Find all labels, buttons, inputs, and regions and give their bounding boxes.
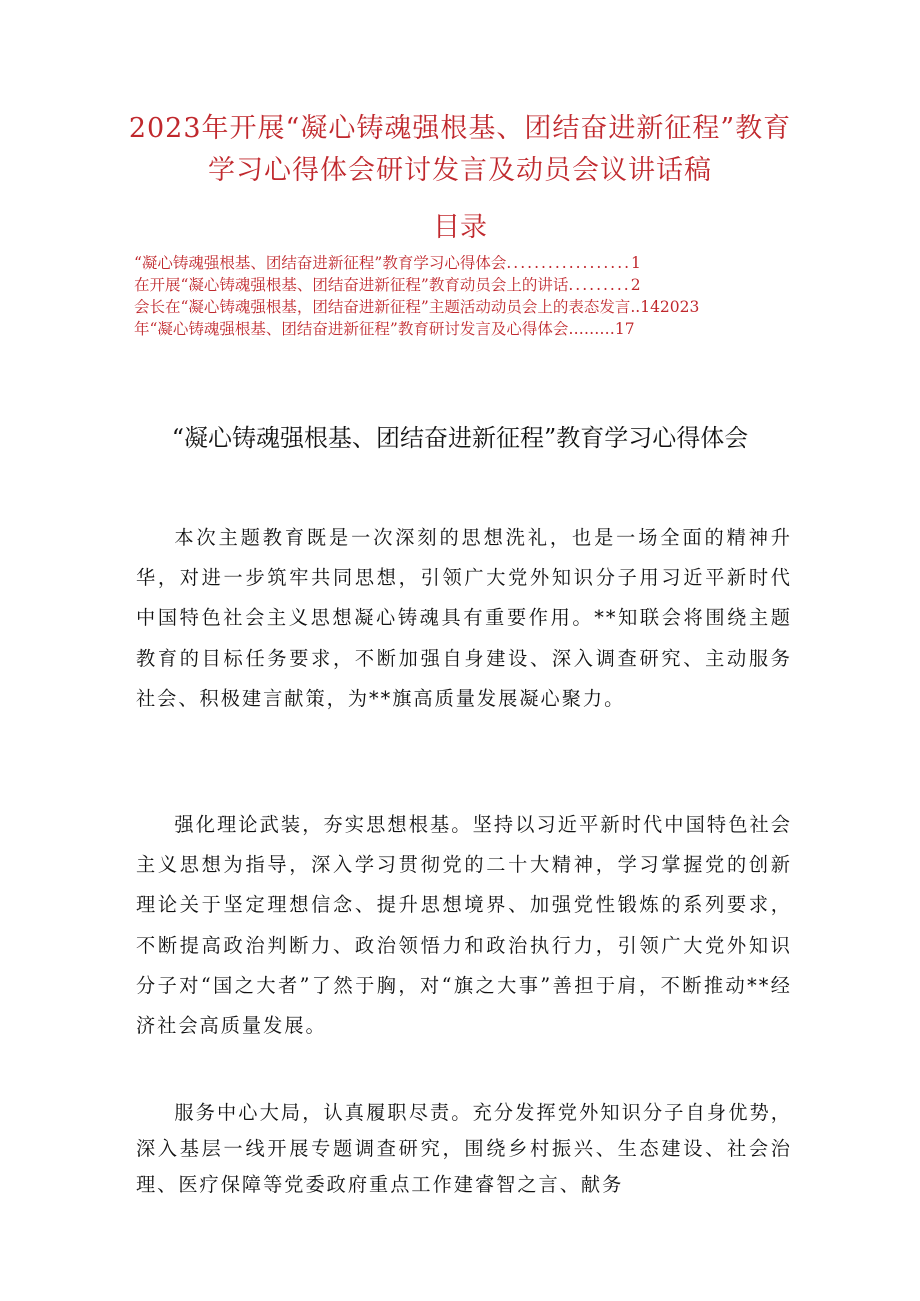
toc-entry[interactable]: [134, 274, 814, 296]
toc-entry-text: 年“凝心铸魂强根基、团结奋进新征程”教育研讨发言及心得体会………17: [134, 320, 635, 338]
toc-page-number: 2: [630, 276, 641, 294]
toc-entry-text: “凝心铸魂强根基、团结奋进新征程”教育学习心得体会: [134, 254, 507, 272]
toc-heading: 目录: [433, 212, 487, 243]
table-of-contents: [134, 252, 814, 340]
toc-entry[interactable]: [134, 296, 814, 318]
toc-leader-dots: .........: [568, 276, 631, 294]
body-paragraph: 服务中心大局，认真履职尽责。充分发挥党外知识分子自身优势，深入基层一线开展专题调查研究，围绕乡村振兴、生态建设、社会治理、医疗保障等党委政府重点工作建睿智之言、献务: [136, 1101, 792, 1196]
toc-entry-text: 会长在“凝心铸魂强根基，团结奋进新征程”主题活动动员会上的表态发言..142023: [134, 298, 700, 316]
toc-entry[interactable]: [134, 252, 814, 274]
body-paragraph: 强化理论武装，夯实思想根基。坚持以习近平新时代中国特色社会主义思想为指导，深入学习贯彻党的二十大精神，学习掌握党的创新理论关于坚定理想信念、提升思想境界、加强党性锻炼的系列要求，不断提高政治判断力、政治领悟力和政治执行力，引领广大党外知识分子对“国之大者”了然于胸，对“旗之大事”善担于肩，不断推动**经济社会高质量发展。: [136, 813, 792, 1038]
body-paragraph: 本次主题教育既是一次深刻的思想洗礼，也是一场全面的精神升华，对进一步筑牢共同思想，引领广大党外知识分子用习近平新时代中国特色社会主义思想凝心铸魂具有重要作用。**知联会将围绕主题教育的目标任务要求，不断加强自身建设、深入调查研究、主动服务社会、积极建言献策，为**旗高质量发展凝心聚力。: [136, 526, 792, 710]
toc-page-number: 1: [631, 254, 641, 272]
toc-entry-text: 在开展“凝心铸魂强根基、团结奋进新征程”教育动员会上的讲话: [134, 276, 569, 294]
document-title: 2023年开展“凝心铸魂强根基、团结奋进新征程”教育学习心得体会研讨发言及动员会议讲话稿: [128, 113, 792, 186]
toc-entry[interactable]: [134, 318, 814, 340]
section-title: “凝心铸魂强根基、团结奋进新征程”教育学习心得体会: [171, 424, 749, 452]
toc-leader-dots: ..................: [506, 254, 632, 272]
